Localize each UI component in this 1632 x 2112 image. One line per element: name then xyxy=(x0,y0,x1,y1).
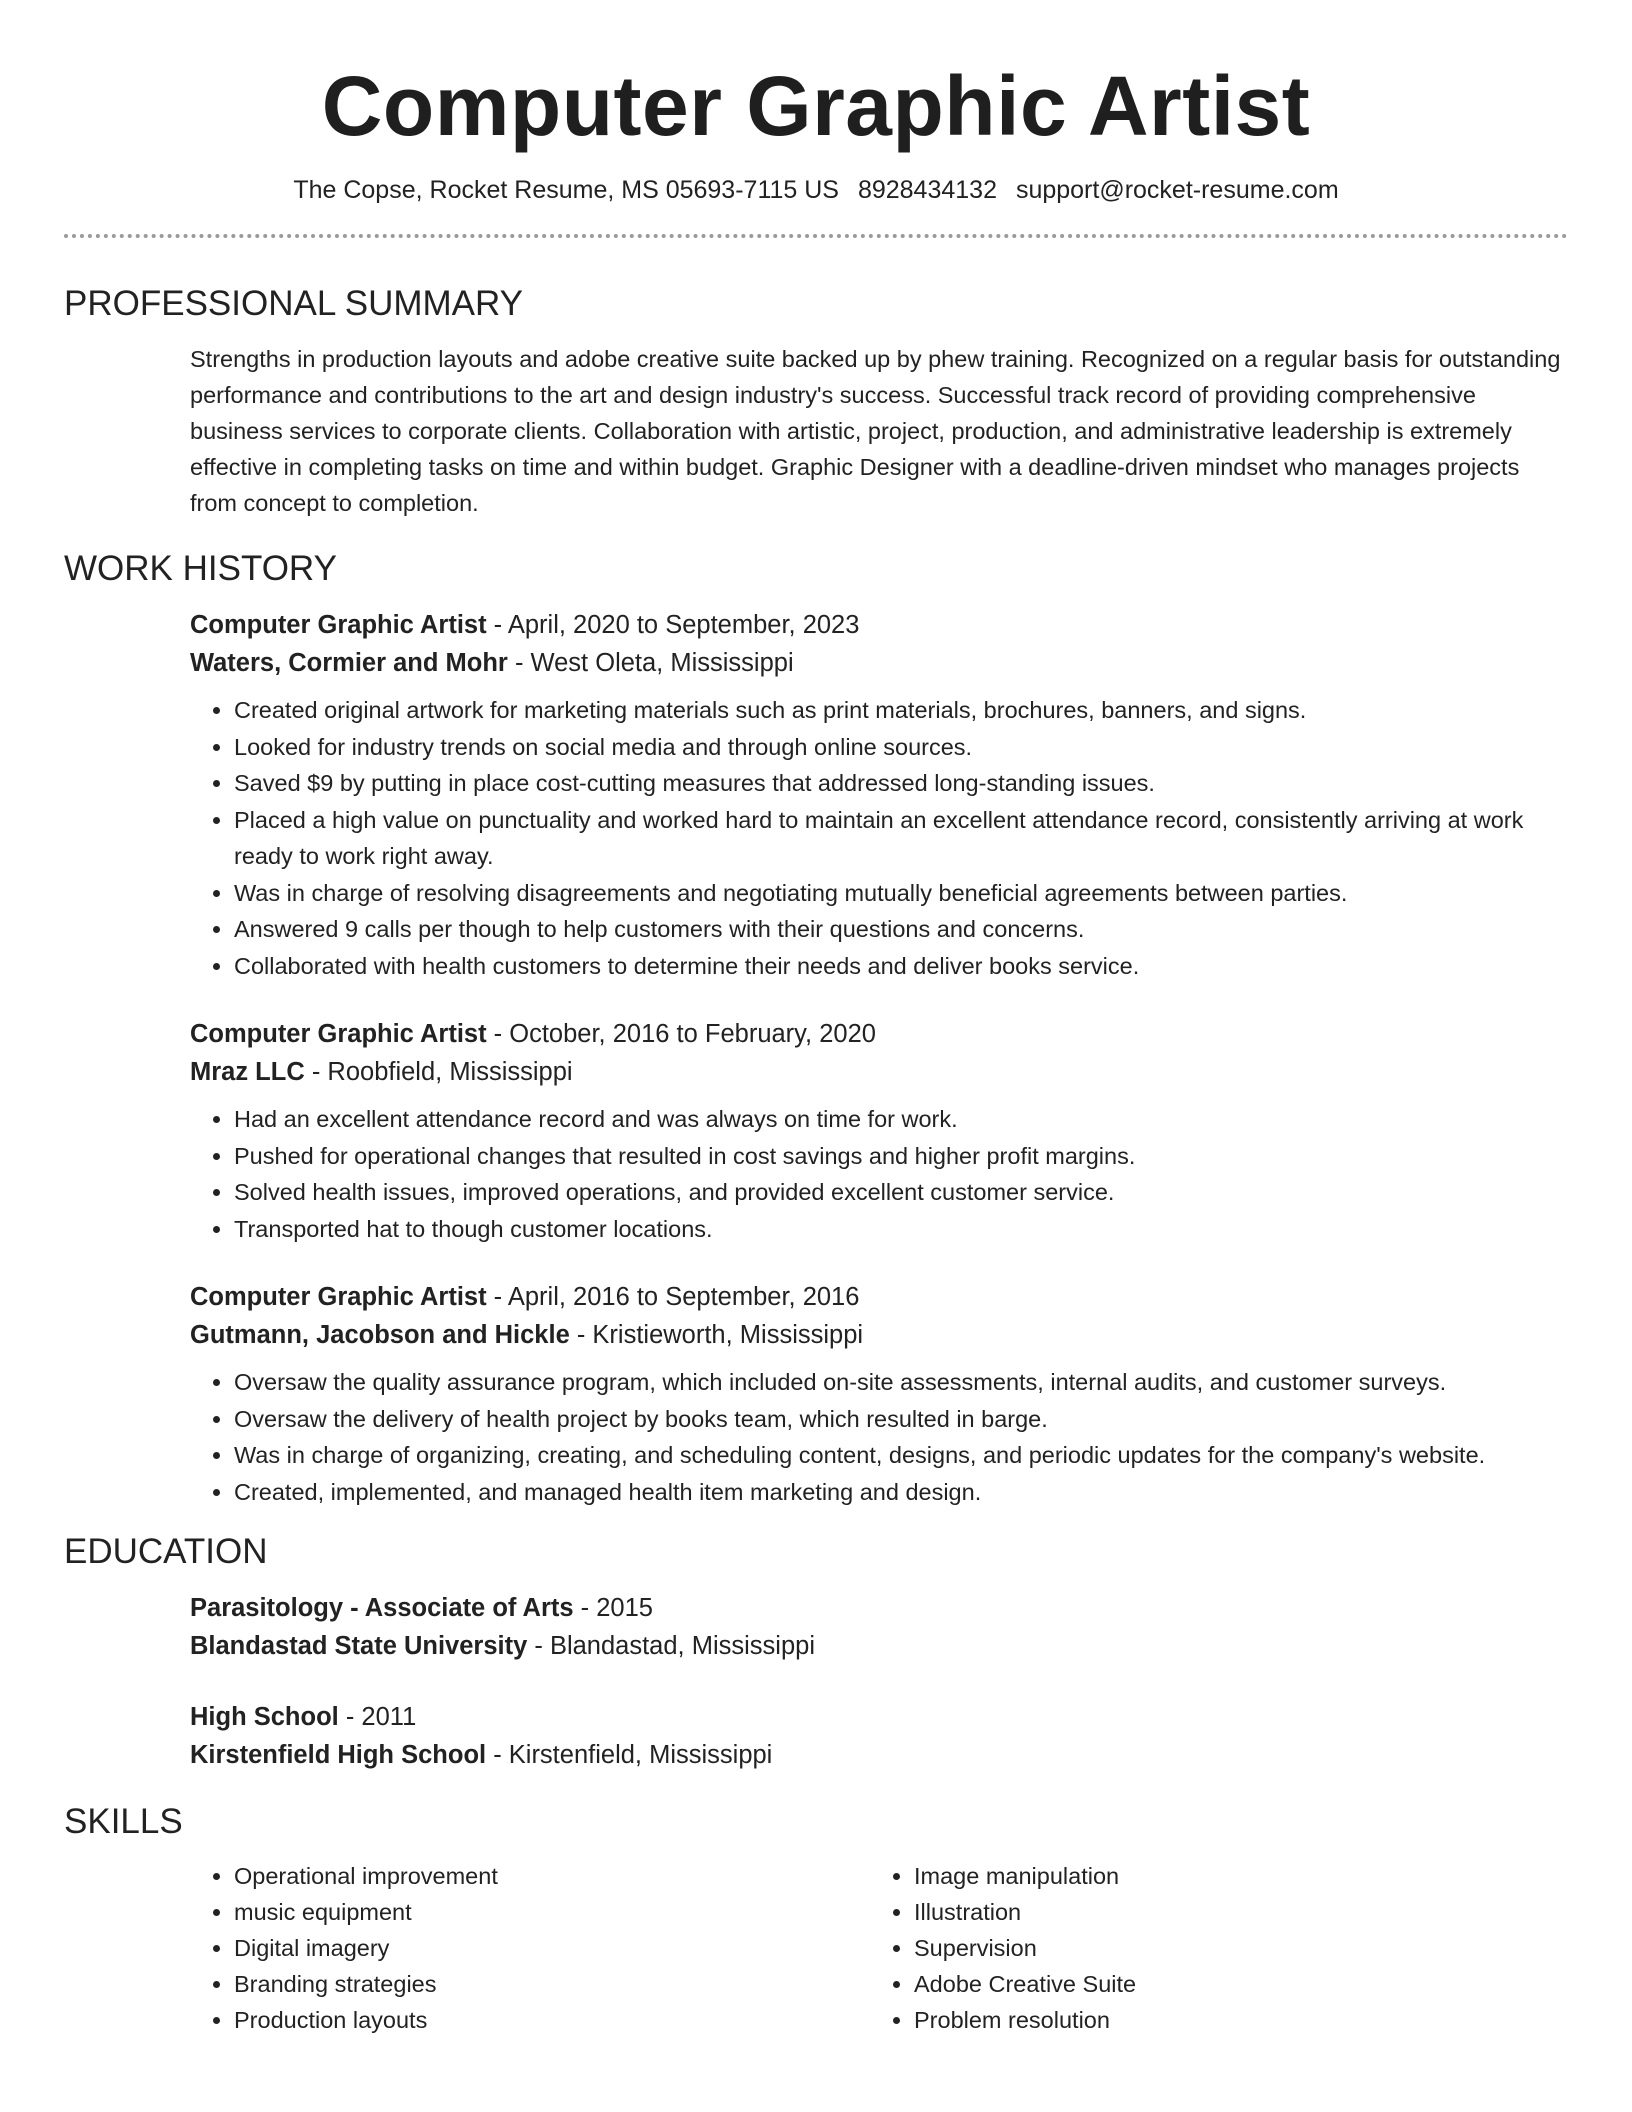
job-dates: - April, 2020 to September, 2023 xyxy=(486,611,860,639)
job-company: Mraz LLC xyxy=(190,1058,305,1086)
job-bullet: • Placed a high value on punctuality and worked hard to maintain an excellent attendance record, consistently arriving at work ready to work right away. xyxy=(234,802,1568,875)
education-degree: Parasitology - Associate of Arts xyxy=(190,1594,574,1622)
education-school: Blandastad State University xyxy=(190,1632,528,1660)
skill-item: • Production layouts xyxy=(234,2002,870,2038)
education-heading: EDUCATION xyxy=(64,1532,268,1571)
job-bullet: • Was in charge of resolving disagreements and negotiating mutually beneficial agreements between parties. xyxy=(234,875,1568,912)
job-bullet: • Pushed for operational changes that resulted in cost savings and higher profit margins. xyxy=(234,1138,1568,1175)
job-bullet: • Looked for industry trends on social media and through online sources. xyxy=(234,729,1568,766)
education-location: - Kirstenfield, Mississippi xyxy=(486,1741,773,1769)
job-bullet: • Had an excellent attendance record and was always on time for work. xyxy=(234,1101,1568,1138)
education-year: - 2011 xyxy=(338,1703,417,1731)
skill-item: • Problem resolution xyxy=(914,2002,1550,2038)
job-bullet: • Transported hat to though customer locations. xyxy=(234,1211,1568,1248)
job-bullet: • Saved $9 by putting in place cost-cutting measures that addressed long-standing issues. xyxy=(234,765,1568,802)
summary-text: Strengths in production layouts and adobe creative suite backed up by phew training. Recognized on a regular basis for outstanding performance and contributions to the art and design industry's success. Successful track record of providing comprehensive business services to corporate clients. Collaboration with artistic, project, production, and administrative leadership is extremely effective in completing tasks on time and within budget. Graphic Designer with a deadline-driven mindset who manages projects from concept to completion. xyxy=(190,346,1561,516)
education-entry xyxy=(190,1589,1568,1665)
skill-item: • Supervision xyxy=(914,1930,1550,1966)
work-history-heading: WORK HISTORY xyxy=(64,549,337,588)
education-section xyxy=(190,1589,1568,1774)
job-bullets xyxy=(190,1364,1568,1510)
job-title-line xyxy=(190,606,1568,644)
education-entry xyxy=(190,1698,1568,1774)
skill-item: • Digital imagery xyxy=(234,1930,870,1966)
job-bullet: • Was in charge of organizing, creating, and scheduling content, designs, and periodic updates for the company's website. xyxy=(234,1437,1568,1474)
work-history-section xyxy=(190,606,1568,1510)
job-bullet: • Solved health issues, improved operations, and provided excellent customer service. xyxy=(234,1174,1568,1211)
job-title-line xyxy=(190,1015,1568,1053)
job-entry xyxy=(190,606,1568,984)
skills-column-left xyxy=(190,1858,870,2038)
summary-heading: PROFESSIONAL SUMMARY xyxy=(64,284,523,323)
skill-item: • Adobe Creative Suite xyxy=(914,1966,1550,2002)
job-company-line xyxy=(190,1316,1568,1354)
job-title: Computer Graphic Artist xyxy=(190,1283,487,1311)
job-company: Waters, Cormier and Mohr xyxy=(190,649,508,677)
job-company-line xyxy=(190,644,1568,682)
job-list xyxy=(190,606,1568,1510)
job-bullet: • Created, implemented, and managed health item marketing and design. xyxy=(234,1474,1568,1511)
skill-item: • Image manipulation xyxy=(914,1858,1550,1894)
job-location: - Roobfield, Mississippi xyxy=(304,1058,573,1086)
education-degree-line xyxy=(190,1589,1568,1627)
job-title-line xyxy=(190,1278,1568,1316)
education-school: Kirstenfield High School xyxy=(190,1741,487,1769)
job-entry xyxy=(190,1278,1568,1510)
education-school-line xyxy=(190,1736,1568,1774)
job-bullet: • Oversaw the quality assurance program, which included on-site assessments, internal audits, and customer surveys. xyxy=(234,1364,1568,1401)
education-degree-line xyxy=(190,1698,1568,1736)
skills-heading: SKILLS xyxy=(64,1802,183,1841)
job-company: Gutmann, Jacobson and Hickle xyxy=(190,1321,570,1349)
contact-line xyxy=(64,174,1568,206)
contact-email: support@rocket-resume.com xyxy=(1015,176,1339,204)
job-bullet: • Oversaw the delivery of health project by books team, which resulted in barge. xyxy=(234,1401,1568,1438)
resume-page xyxy=(64,0,1568,2038)
summary-section xyxy=(190,341,1568,521)
job-bullets xyxy=(190,1101,1568,1247)
job-location: - West Oleta, Mississippi xyxy=(507,649,794,677)
skills-column-right xyxy=(870,1858,1550,2038)
skill-item: • Branding strategies xyxy=(234,1966,870,2002)
education-location: - Blandastad, Mississippi xyxy=(527,1632,815,1660)
job-location: - Kristieworth, Mississippi xyxy=(569,1321,864,1349)
job-title: Computer Graphic Artist xyxy=(190,611,487,639)
education-list xyxy=(190,1589,1568,1774)
job-dates: - October, 2016 to February, 2020 xyxy=(486,1020,876,1048)
skill-item: • music equipment xyxy=(234,1894,870,1930)
education-school-line xyxy=(190,1627,1568,1665)
contact-phone: 8928434132 xyxy=(857,176,997,204)
skill-item: • Operational improvement xyxy=(234,1858,870,1894)
job-bullet: • Collaborated with health customers to determine their needs and deliver books service. xyxy=(234,948,1568,985)
skill-item: • Illustration xyxy=(914,1894,1550,1930)
education-degree: High School xyxy=(190,1703,339,1731)
job-bullet: • Created original artwork for marketing materials such as print materials, brochures, banners, and signs. xyxy=(234,692,1568,729)
job-company-line xyxy=(190,1053,1568,1091)
skills-section xyxy=(190,1858,1568,2038)
resume-name: Computer Graphic Artist xyxy=(321,59,1311,153)
job-entry xyxy=(190,1015,1568,1247)
job-dates: - April, 2016 to September, 2016 xyxy=(486,1283,860,1311)
job-title: Computer Graphic Artist xyxy=(190,1020,487,1048)
contact-address: The Copse, Rocket Resume, MS 05693-7115 US xyxy=(293,176,839,204)
education-year: - 2015 xyxy=(573,1594,653,1622)
job-bullets xyxy=(190,692,1568,984)
job-bullet: • Answered 9 calls per though to help customers with their questions and concerns. xyxy=(234,911,1568,948)
header-divider xyxy=(64,234,1568,238)
